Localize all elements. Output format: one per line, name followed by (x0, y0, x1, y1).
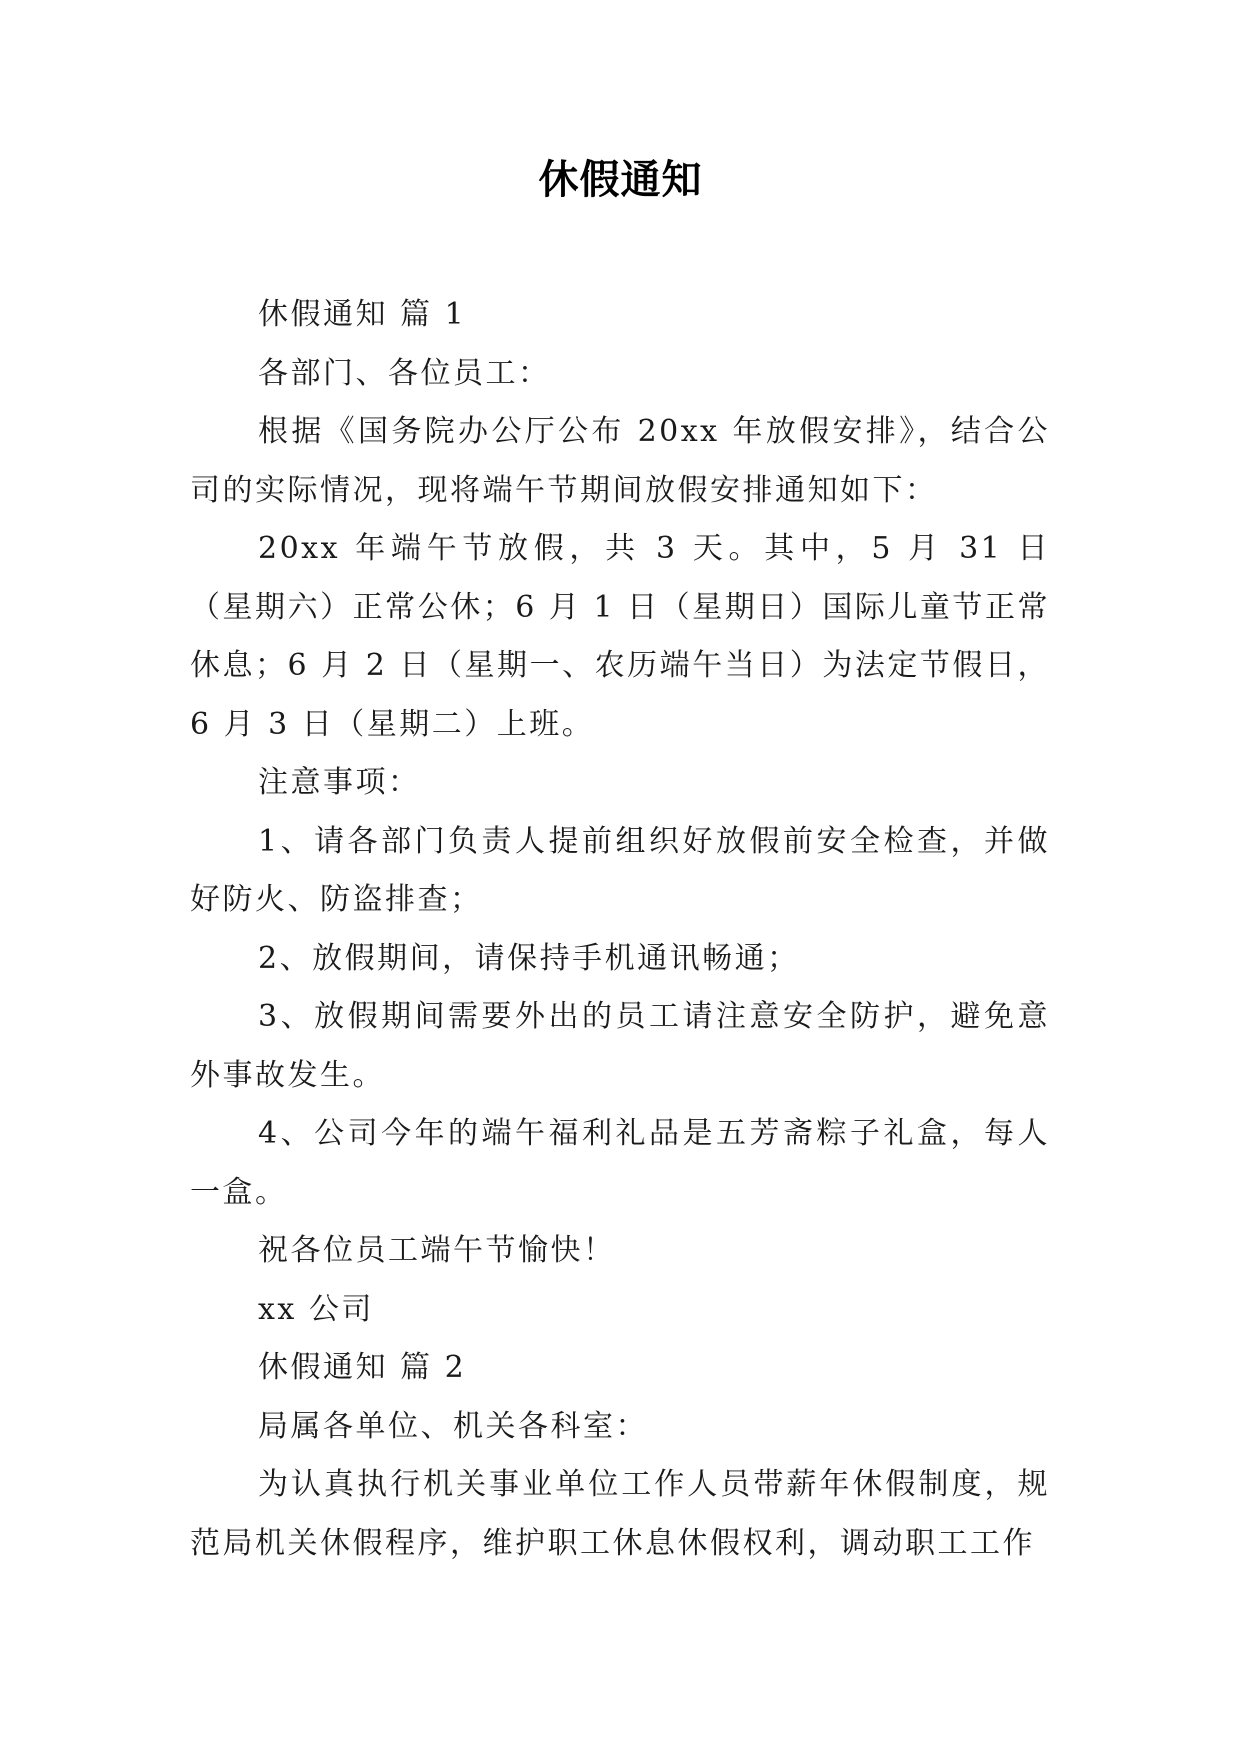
document-body (190, 286, 1050, 1573)
body-paragraph: 为认真执行机关事业单位工作人员带薪年休假制度，规范局机关休假程序，维护职工休息休假权利，调动职工工作 (190, 1467, 1050, 1561)
salutation-2: 局属各单位、机关各科室： (258, 1408, 648, 1444)
body-paragraph: 20xx 年端午节放假，共 3 天。其中，5 月 31 日（星期六）正常公休；6 月 1 日（星期日）国际儿童节正常休息；6 月 2 日（星期一、农历端午当日）为法定节假日，6 月 3 日（星期二）上班。 (190, 531, 1050, 742)
document-title: 休假通知 (538, 157, 703, 203)
signature-company: xx 公司 (258, 1291, 374, 1327)
section-heading-1: 休假通知 篇 1 (258, 297, 467, 332)
note-item: 4、公司今年的端午福利礼品是五芳斋粽子礼盒，每人一盒。 (190, 1116, 1050, 1210)
notes-heading: 注意事项： (258, 765, 421, 800)
note-item: 3、放假期间需要外出的员工请注意安全防护，避免意外事故发生。 (190, 999, 1050, 1093)
closing-wish: 祝各位员工端午节愉快！ (258, 1233, 616, 1268)
salutation-1: 各部门、各位员工： (258, 355, 551, 391)
note-item: 2、放假期间，请保持手机通讯畅通； (258, 940, 800, 976)
body-paragraph: 根据《国务院办公厅公布 20xx 年放假安排》，结合公司的实际情况，现将端午节期间放假安排通知如下： (190, 414, 1050, 508)
note-item: 1、请各部门负责人提前组织好放假前安全检查，并做好防火、防盗排查； (190, 823, 1050, 917)
section-heading-2: 休假通知 篇 2 (258, 1350, 467, 1385)
